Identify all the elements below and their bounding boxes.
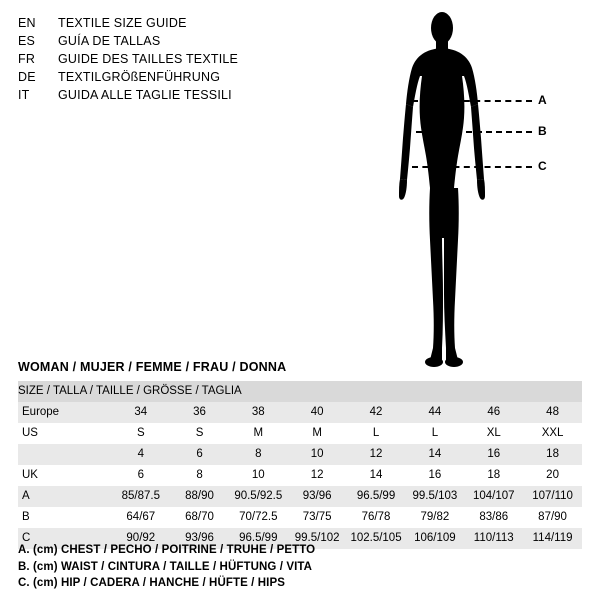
cell: 46 <box>464 402 523 423</box>
table-header-label: SIZE / TALLA / TAILLE / GRÖSSE / TAGLIA <box>18 381 582 402</box>
cell: 8 <box>229 444 288 465</box>
cell: 90.5/92.5 <box>229 486 288 507</box>
measure-label-c: C <box>538 159 547 173</box>
row-label-b: B <box>18 507 111 528</box>
language-text-it: GUIDA ALLE TAGLIE TESSILI <box>58 88 232 102</box>
measure-line-a <box>412 100 532 102</box>
language-text-en: TEXTILE SIZE GUIDE <box>58 16 187 30</box>
cell: M <box>229 423 288 444</box>
language-code-it: IT <box>18 88 30 102</box>
cell: 6 <box>170 444 229 465</box>
cell: 73/75 <box>288 507 347 528</box>
cell: 40 <box>288 402 347 423</box>
cell: 8 <box>170 465 229 486</box>
cell: 87/90 <box>523 507 582 528</box>
cell: 99.5/102 <box>288 528 347 549</box>
cell: 12 <box>288 465 347 486</box>
table-row <box>18 507 582 528</box>
cell: 79/82 <box>405 507 464 528</box>
language-header <box>18 16 418 106</box>
language-row-it <box>18 88 418 106</box>
cell: 16 <box>464 444 523 465</box>
legend-item-b: B. (cm) WAIST / CINTURA / TAILLE / HÜFTUNG / VITA <box>18 560 313 573</box>
cell: 14 <box>405 444 464 465</box>
cell: 88/90 <box>170 486 229 507</box>
cell: 70/72.5 <box>229 507 288 528</box>
cell: M <box>288 423 347 444</box>
cell: 14 <box>347 465 406 486</box>
table-header-row <box>18 381 582 402</box>
cell: 18 <box>464 465 523 486</box>
cell: 93/96 <box>288 486 347 507</box>
cell: 102.5/105 <box>347 528 406 549</box>
cell: L <box>405 423 464 444</box>
measure-line-c <box>412 166 532 168</box>
language-row-es <box>18 34 418 52</box>
table-row <box>18 423 582 444</box>
language-code-de: DE <box>18 70 36 84</box>
cell: XXL <box>523 423 582 444</box>
row-label-uk: UK <box>18 465 111 486</box>
cell: 76/78 <box>347 507 406 528</box>
section-title-woman: WOMAN / MUJER / FEMME / FRAU / DONNA <box>18 360 287 374</box>
language-code-fr: FR <box>18 52 36 66</box>
row-label-us: US <box>18 423 111 444</box>
cell: 34 <box>111 402 170 423</box>
cell: 20 <box>523 465 582 486</box>
female-body-figure <box>372 8 592 378</box>
measurement-legend <box>18 542 578 592</box>
cell: 68/70 <box>170 507 229 528</box>
cell: 85/87.5 <box>111 486 170 507</box>
cell: S <box>170 423 229 444</box>
legend-item-c: C. (cm) HIP / CADERA / HANCHE / HÜFTE / HIPS <box>18 577 286 589</box>
cell: 96.5/99 <box>347 486 406 507</box>
row-label-c: C <box>18 528 111 549</box>
language-text-de: TEXTILGRÖßENFÜHRUNG <box>58 70 221 84</box>
body-silhouette-icon <box>372 8 592 378</box>
cell: 93/96 <box>170 528 229 549</box>
table-row <box>18 486 582 507</box>
cell: 18 <box>523 444 582 465</box>
row-label-europe: Europe <box>18 402 111 423</box>
language-text-es: GUÍA DE TALLAS <box>58 34 161 48</box>
cell: 44 <box>405 402 464 423</box>
measure-label-b: B <box>538 124 547 138</box>
language-text-fr: GUIDE DES TAILLES TEXTILE <box>58 52 239 66</box>
language-row-fr <box>18 52 418 70</box>
cell: 99.5/103 <box>405 486 464 507</box>
cell: 106/109 <box>405 528 464 549</box>
cell: S <box>111 423 170 444</box>
cell: 12 <box>347 444 406 465</box>
language-row-en <box>18 16 418 34</box>
cell: 10 <box>288 444 347 465</box>
measure-line-b <box>416 131 532 133</box>
language-code-en: EN <box>18 16 36 30</box>
table-row <box>18 465 582 486</box>
cell: 38 <box>229 402 288 423</box>
language-code-es: ES <box>18 34 36 48</box>
cell: 107/110 <box>523 486 582 507</box>
cell: 6 <box>111 465 170 486</box>
cell: 4 <box>111 444 170 465</box>
cell: 83/86 <box>464 507 523 528</box>
cell: 42 <box>347 402 406 423</box>
cell: 104/107 <box>464 486 523 507</box>
table-row <box>18 444 582 465</box>
table-row <box>18 402 582 423</box>
cell: 110/113 <box>464 528 523 549</box>
size-table <box>18 381 582 549</box>
size-table-container <box>18 381 582 549</box>
cell: 96.5/99 <box>229 528 288 549</box>
cell: 10 <box>229 465 288 486</box>
cell: 64/67 <box>111 507 170 528</box>
measure-label-a: A <box>538 93 547 107</box>
cell: 16 <box>405 465 464 486</box>
row-label-a: A <box>18 486 111 507</box>
cell: 36 <box>170 402 229 423</box>
legend-item-a: A. (cm) CHEST / PECHO / POITRINE / TRUHE / PETTO <box>18 544 316 556</box>
cell: 48 <box>523 402 582 423</box>
cell: L <box>347 423 406 444</box>
language-row-de <box>18 70 418 88</box>
row-label-us-numeric <box>18 444 111 465</box>
cell: 90/92 <box>111 528 170 549</box>
cell: XL <box>464 423 523 444</box>
cell: 114/119 <box>523 528 582 549</box>
